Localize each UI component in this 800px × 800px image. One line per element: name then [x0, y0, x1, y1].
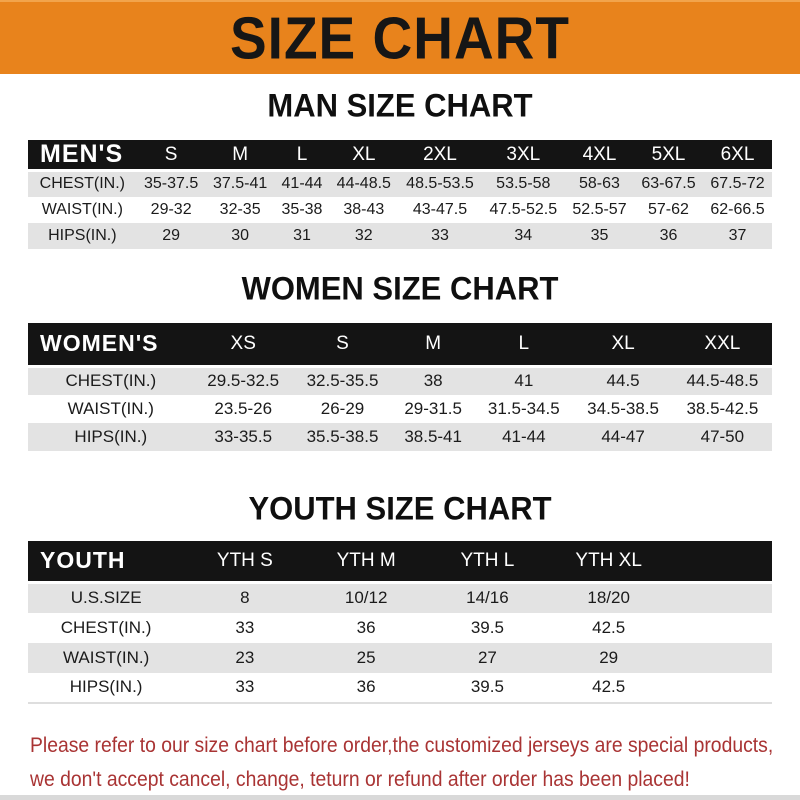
- value-cell: 29-32: [150, 200, 192, 218]
- value-cell: 33-35.5: [214, 426, 273, 446]
- value-cell: 35.5-38.5: [306, 426, 379, 446]
- youth-section: [0, 491, 800, 704]
- value-cell: 42.5: [592, 677, 626, 696]
- value-cell: 37.5-41: [213, 175, 268, 193]
- size-header-cell: YTH L: [460, 549, 515, 571]
- value-cell: 29: [162, 226, 181, 244]
- youth-section-title: YOUTH SIZE CHART: [248, 489, 552, 527]
- value-cell: 36: [356, 617, 376, 637]
- notice-line-2: we don't accept cancel, change, teturn or refund after order has been placed!: [30, 766, 690, 791]
- women-section: [0, 271, 800, 451]
- men-header-row: [28, 140, 772, 171]
- size-header-cell: XS: [230, 332, 256, 354]
- row-label-cell: HIPS(IN.): [48, 226, 117, 244]
- women-table-body: [28, 367, 772, 451]
- value-cell: 37: [728, 226, 747, 244]
- notice-line-1: Please refer to our size chart before order,the customized jerseys are special products,: [30, 732, 774, 757]
- value-cell: 35: [590, 226, 609, 244]
- size-header-cell: XL: [611, 332, 635, 354]
- size-header-cell: YTH XL: [575, 549, 642, 571]
- value-cell: 44.5-48.5: [686, 371, 759, 391]
- value-cell: 31: [293, 226, 311, 244]
- value-cell: 14/16: [466, 588, 509, 608]
- men-section: [0, 88, 800, 249]
- value-cell: 53.5-58: [496, 175, 551, 193]
- size-header-cell: S: [164, 143, 178, 165]
- men-section-title: MAN SIZE CHART: [267, 87, 533, 124]
- value-cell: 41: [514, 371, 534, 391]
- value-cell: 35-37.5: [144, 175, 199, 193]
- value-cell: 42.5: [592, 617, 626, 637]
- women-size-table: [28, 323, 772, 451]
- measurement-row: [28, 197, 772, 223]
- row-label-cell: CHEST(IN.): [65, 371, 157, 391]
- row-label-cell: CHEST(IN.): [60, 617, 152, 637]
- value-cell: 33: [235, 677, 255, 696]
- row-label-cell: HIPS(IN.): [69, 677, 143, 696]
- footer-notice: [30, 730, 800, 795]
- value-cell: 41-44: [502, 426, 546, 446]
- men-table-body: [28, 171, 772, 249]
- size-header-cell: XL: [352, 143, 376, 165]
- filler-cell: [669, 673, 772, 703]
- value-cell: 48.5-53.5: [406, 175, 474, 193]
- value-cell: 34.5-38.5: [587, 398, 659, 418]
- value-cell: 36: [659, 226, 678, 244]
- youth-table-body: [28, 583, 772, 703]
- value-cell: 44.5: [606, 371, 640, 391]
- value-cell: 62-66.5: [710, 200, 765, 218]
- value-cell: 36: [356, 677, 376, 696]
- value-cell: 32: [354, 226, 373, 244]
- size-header-cell: L: [518, 332, 530, 354]
- table-title-cell: YOUTH: [40, 547, 126, 574]
- value-cell: 32.5-35.5: [306, 371, 379, 391]
- value-cell: 41-44: [281, 175, 323, 193]
- value-cell: 26-29: [320, 398, 365, 418]
- row-label-cell: CHEST(IN.): [39, 175, 125, 193]
- value-cell: 47.5-52.5: [489, 200, 558, 218]
- value-cell: 47-50: [700, 426, 745, 446]
- value-cell: 29: [599, 647, 619, 667]
- size-header-cell: 2XL: [423, 143, 457, 165]
- row-label-cell: WAIST(IN.): [67, 398, 154, 418]
- value-cell: 32-35: [219, 200, 261, 218]
- value-cell: 67.5-72: [710, 175, 765, 193]
- value-cell: 35-38: [281, 200, 323, 218]
- women-section-title: WOMEN SIZE CHART: [241, 269, 559, 307]
- measurement-row: [28, 583, 772, 613]
- value-cell: 18/20: [587, 588, 630, 608]
- value-cell: 31.5-34.5: [487, 398, 560, 418]
- value-cell: 33: [235, 617, 255, 637]
- measurement-row: [28, 423, 772, 451]
- value-cell: 39.5: [470, 617, 504, 637]
- measurement-row: [28, 223, 772, 249]
- measurement-row: [28, 367, 772, 395]
- size-header-cell: YTH S: [216, 549, 273, 571]
- size-header-cell: 3XL: [506, 143, 541, 165]
- value-cell: 44-48.5: [336, 175, 391, 193]
- value-cell: 8: [240, 588, 250, 608]
- value-cell: 52.5-57: [572, 200, 627, 218]
- value-cell: 38.5-42.5: [686, 398, 759, 418]
- bottom-divider: [0, 795, 800, 800]
- value-cell: 63-67.5: [641, 175, 696, 193]
- men-size-table: [28, 140, 772, 249]
- women-header-row: [28, 323, 772, 367]
- size-header-cell: 5XL: [651, 143, 686, 165]
- size-header-cell: L: [296, 143, 308, 165]
- measurement-row: [28, 171, 772, 197]
- size-header-cell: M: [232, 143, 249, 165]
- value-cell: 27: [477, 647, 497, 667]
- row-label-cell: WAIST(IN.): [62, 647, 150, 667]
- value-cell: 38-43: [343, 200, 385, 218]
- value-cell: 10/12: [344, 588, 388, 608]
- value-cell: 58-63: [579, 175, 620, 193]
- measurement-row: [28, 613, 772, 643]
- value-cell: 30: [231, 226, 250, 244]
- size-header-cell: YTH M: [336, 549, 396, 571]
- measurement-row: [28, 673, 772, 703]
- banner: [0, 0, 800, 74]
- value-cell: 39.5: [470, 677, 504, 696]
- row-label-cell: HIPS(IN.): [74, 426, 148, 446]
- filler-cell: [669, 541, 772, 583]
- value-cell: 23.5-26: [214, 398, 273, 418]
- value-cell: 23: [235, 647, 255, 667]
- page-title: SIZE CHART: [230, 4, 570, 72]
- size-header-cell: S: [336, 332, 349, 354]
- youth-header-row: [28, 541, 772, 583]
- value-cell: 38.5-41: [404, 426, 462, 446]
- measurement-row: [28, 395, 772, 423]
- row-label-cell: WAIST(IN.): [41, 200, 123, 218]
- table-title-cell: WOMEN'S: [40, 330, 159, 357]
- value-cell: 25: [356, 647, 376, 667]
- value-cell: 33: [431, 226, 449, 244]
- size-header-cell: M: [425, 332, 442, 354]
- value-cell: 34: [514, 226, 533, 244]
- measurement-row: [28, 643, 772, 673]
- size-header-cell: XXL: [704, 332, 741, 354]
- value-cell: 38: [423, 371, 443, 391]
- size-header-cell: 4XL: [582, 143, 617, 165]
- value-cell: 29-31.5: [404, 398, 462, 418]
- value-cell: 43-47.5: [412, 200, 468, 218]
- filler-cell: [669, 643, 772, 673]
- youth-size-table: [28, 541, 772, 704]
- value-cell: 29.5-32.5: [207, 371, 280, 391]
- row-label-cell: U.S.SIZE: [70, 588, 142, 608]
- value-cell: 44-47: [601, 426, 645, 446]
- filler-cell: [669, 613, 772, 643]
- size-header-cell: 6XL: [720, 143, 755, 165]
- value-cell: 57-62: [648, 200, 689, 218]
- table-title-cell: MEN'S: [40, 140, 124, 168]
- filler-cell: [669, 583, 772, 613]
